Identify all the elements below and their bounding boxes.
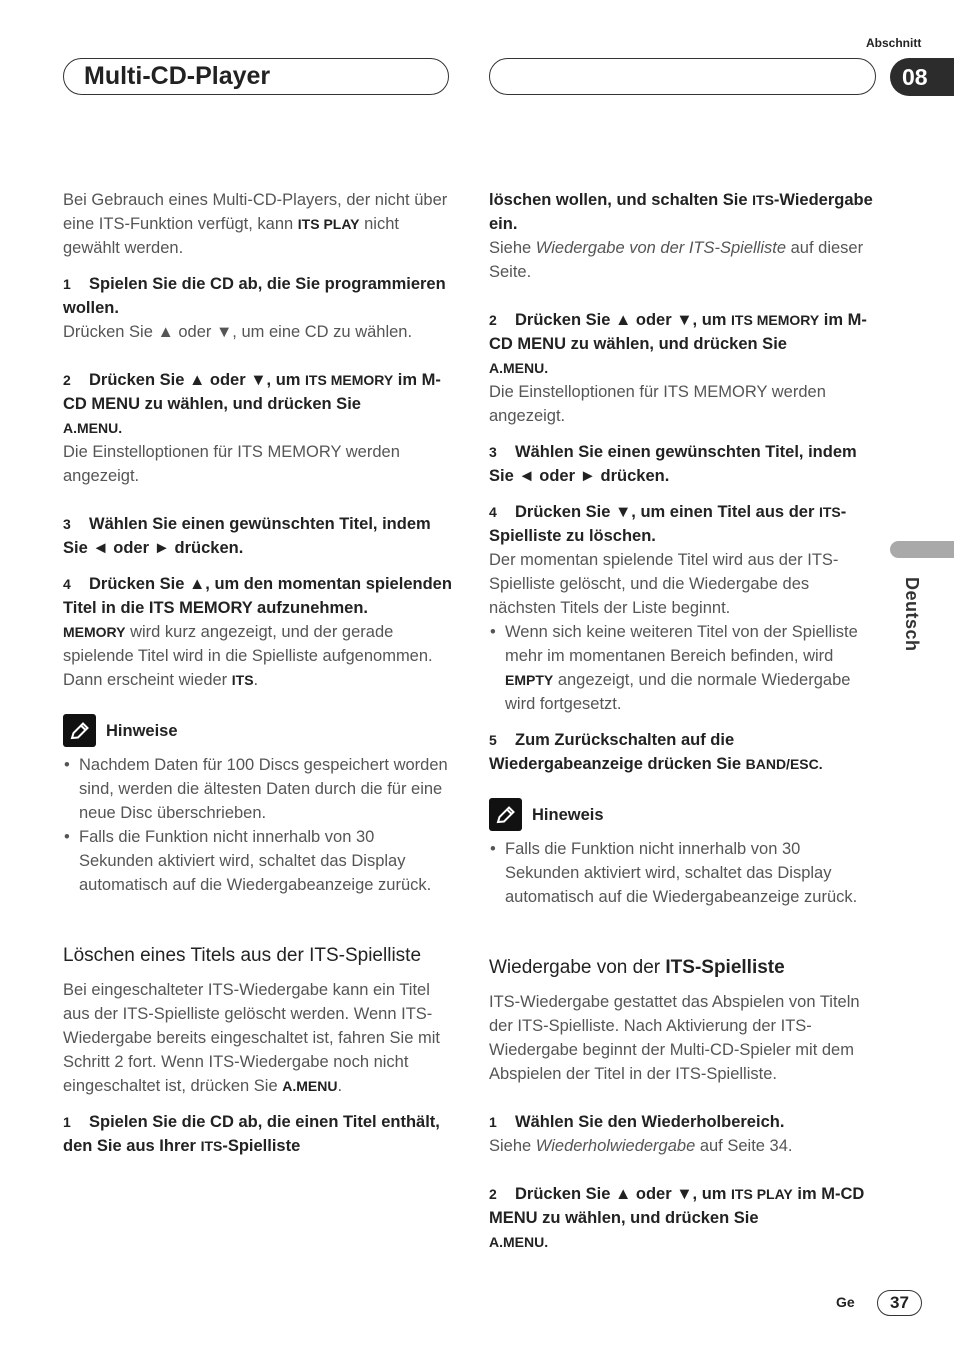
delete-section-heading: Löschen eines Titels aus der ITS-Spielliste [63, 945, 422, 966]
delete-step-4-bullet: • Wenn sich keine weiteren Titel von der Spielliste mehr im momentanen Bereich befinden, wird EMPTY angezeigt, und die normale Wiedergabe wird fortgesetzt. [489, 620, 879, 716]
step-4-desc: MEMORY wird kurz angezeigt, und der gerade spielende Titel wird in die Spielliste aufgenommen. Dann erscheint wieder ITS. [63, 623, 433, 689]
step-2-desc: Die Einstelloptionen für ITS MEMORY werden angezeigt. [63, 443, 400, 485]
delete-step-1-continued: löschen wollen, und schalten Sie ITS-Wiedergabe ein. [489, 191, 873, 233]
play-section [489, 955, 879, 1254]
section-label: Abschnitt [866, 36, 922, 50]
delete-step-1-heading: 1 Spielen Sie die CD ab, die einen Titel enthält, den Sie aus Ihrer ITS-Spielliste [63, 1113, 440, 1155]
play-step-1-heading: 1 Wählen Sie den Wiederholbereich. [489, 1113, 785, 1131]
delete-step-5-heading: 5 Zum Zurückschalten auf die Wiedergabeanzeige drücken Sie BAND/ESC. [489, 731, 823, 773]
pencil-note-icon [489, 798, 522, 831]
note-block [489, 798, 879, 909]
language-label: Deutsch [902, 577, 922, 652]
page-number: 37 [877, 1290, 922, 1316]
play-section-heading: Wiedergabe von der ITS-Spielliste [489, 957, 785, 978]
note-item: • Falls die Funktion nicht innerhalb von 30 Sekunden aktiviert wird, schaltet das Display automatisch auf die Wiedergabeanzeige zurück. [489, 837, 879, 909]
empty-title-frame [489, 58, 876, 95]
footer-language-code: Ge [836, 1294, 855, 1310]
chapter-number-badge: 08 [890, 58, 954, 96]
delete-step-2-heading: 2 Drücken Sie ▲ oder ▼, um ITS MEMORY im M-CD MENU zu wählen, und drücken Sie A.MENU. [489, 311, 867, 376]
delete-step-2-desc: Die Einstelloptionen für ITS MEMORY werden angezeigt. [489, 383, 826, 425]
delete-step-4-heading: 4 Drücken Sie ▼, um einen Titel aus der ITS-Spielliste zu löschen. [489, 503, 847, 545]
step-2-heading: 2 Drücken Sie ▲ oder ▼, um ITS MEMORY im M-CD MENU zu wählen, und drücken Sie A.MENU. [63, 371, 441, 436]
note-item: • Falls die Funktion nicht innerhalb von 30 Sekunden aktiviert wird, schaltet das Display automatisch auf die Wiedergabeanzeige zurück. [63, 825, 453, 897]
note-item: • Nachdem Daten für 100 Discs gespeichert worden sind, werden die ältesten Daten durch die für eine neue Disc überschrieben. [63, 753, 453, 825]
step-1-heading: 1 Spielen Sie die CD ab, die Sie programmieren wollen. [63, 275, 446, 317]
right-column [489, 188, 879, 1254]
page-title: Multi-CD-Player [84, 62, 271, 90]
play-step-2-heading: 2 Drücken Sie ▲ oder ▼, um ITS PLAY im M-CD MENU zu wählen, und drücken Sie A.MENU. [489, 1185, 865, 1250]
pencil-note-icon [63, 714, 96, 747]
step-4-heading: 4 Drücken Sie ▲, um den momentan spielenden Titel in die ITS MEMORY aufzunehmen. [63, 575, 452, 617]
language-tab-marker [890, 541, 954, 558]
play-section-paragraph: ITS-Wiedergabe gestattet das Abspielen von Titeln der ITS-Spielliste. Nach Aktivierung der ITS-Wiedergabe beginnt der Multi-CD-Spieler mit dem Abspielen der Titel in der ITS-Spielliste. [489, 993, 860, 1083]
play-step-1-desc: Siehe Wiederholwiedergabe auf Seite 34. [489, 1137, 793, 1155]
delete-section [63, 943, 453, 1158]
step-1-desc: Drücken Sie ▲ oder ▼, um eine CD zu wählen. [63, 323, 413, 341]
intro-paragraph: Bei Gebrauch eines Multi-CD-Players, der nicht über eine ITS-Funktion verfügt, kann ITS PLAY nicht gewählt werden. [63, 191, 448, 257]
notes-block [63, 714, 453, 897]
note-heading: Hineweis [489, 798, 879, 831]
delete-step-3-heading: 3 Wählen Sie einen gewünschten Titel, indem Sie ◄ oder ► drücken. [489, 443, 857, 485]
delete-step-4-desc: Der momentan spielende Titel wird aus der ITS-Spielliste gelöscht, und die Wiedergabe des nächsten Titels der Liste beginnt. [489, 551, 839, 617]
notes-heading: Hinweise [63, 714, 453, 747]
step-3-heading: 3 Wählen Sie einen gewünschten Titel, indem Sie ◄ oder ► drücken. [63, 515, 431, 557]
delete-section-paragraph: Bei eingeschalteter ITS-Wiedergabe kann ein Titel aus der ITS-Spielliste gelöscht werden. Wenn ITS-Wiedergabe bereits eingeschaltet ist, fahren Sie mit Schritt 2 fort. Wenn ITS-Wiedergabe noch nicht eingeschaltet ist, drücken Sie A.MENU. [63, 981, 440, 1095]
left-column [63, 188, 453, 1158]
chapter-title-frame [63, 58, 449, 95]
delete-step-1-desc: Siehe Wiedergabe von der ITS-Spielliste auf dieser Seite. [489, 239, 864, 281]
